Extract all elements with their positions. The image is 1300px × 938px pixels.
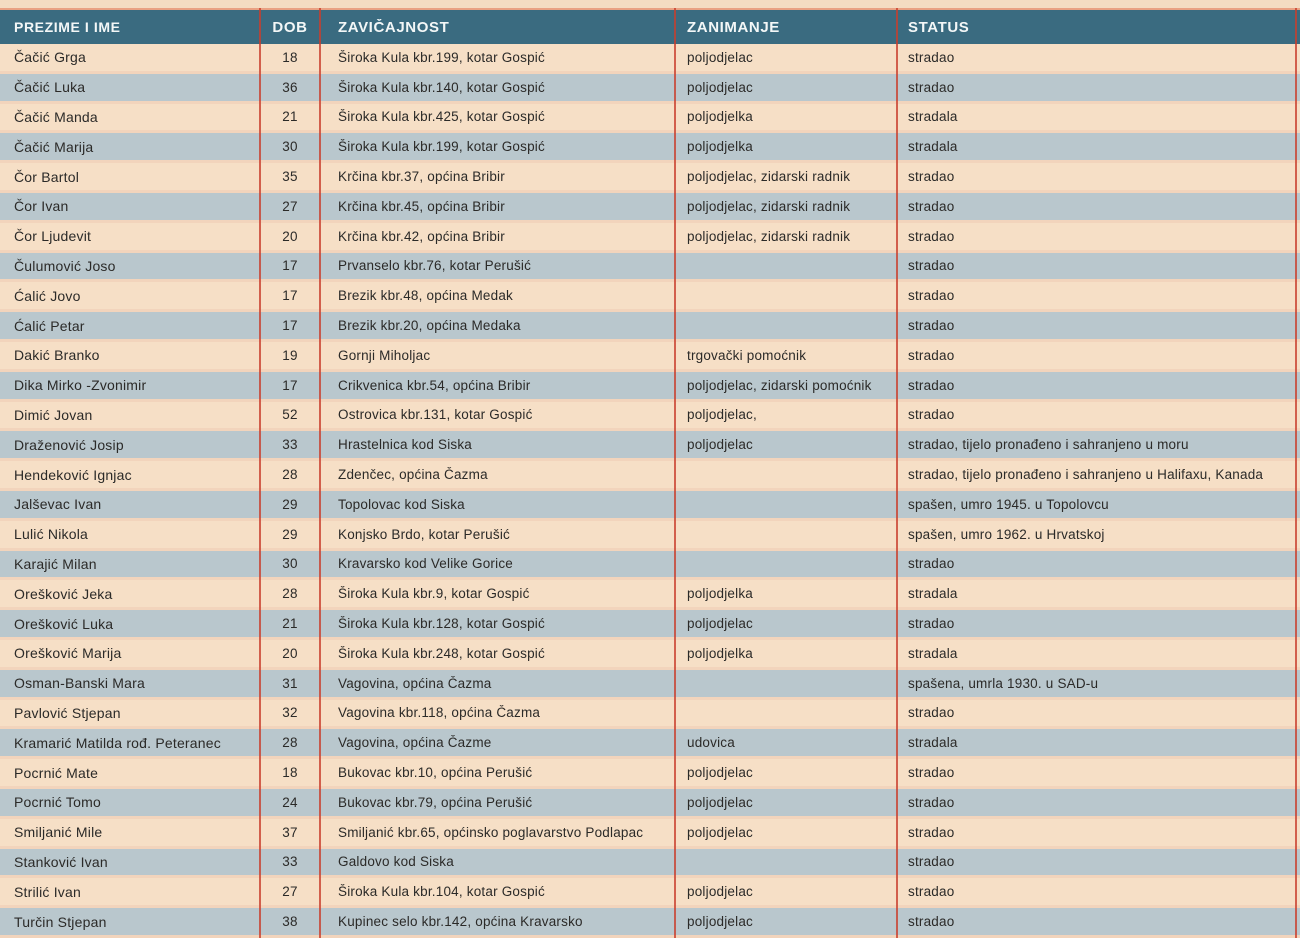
- table-row: [0, 640, 1300, 670]
- cell-age: 17: [282, 258, 298, 274]
- cell-name: Orešković Jeka: [14, 585, 113, 602]
- cell-name: Čačić Luka: [14, 79, 86, 96]
- cell-age: 28: [282, 735, 298, 751]
- table-row: [0, 819, 1300, 849]
- cell-status: stradala: [908, 109, 958, 125]
- table-row: [0, 700, 1300, 730]
- cell-origin: Bukovac kbr.10, općina Perušić: [338, 765, 533, 781]
- table-row: [0, 759, 1300, 789]
- table-row: [0, 849, 1300, 879]
- cell-origin: Vagovina kbr.118, općina Čazma: [338, 705, 541, 721]
- cell-name: Stanković Ivan: [14, 853, 108, 870]
- table-row: [0, 44, 1300, 74]
- table-row: [0, 193, 1300, 223]
- cell-status: stradao: [908, 79, 955, 95]
- cell-age: 38: [282, 914, 298, 929]
- table-row: [0, 74, 1300, 104]
- cell-status: stradao: [908, 854, 955, 870]
- table-row: [0, 461, 1300, 491]
- table-row: [0, 133, 1300, 163]
- table-body: [0, 44, 1300, 938]
- cell-name: Strilić Ivan: [14, 883, 81, 900]
- cell-status: stradao: [908, 616, 955, 632]
- cell-name: Lulić Nikola: [14, 526, 88, 543]
- column-header-name: PREZIME I IME: [14, 19, 121, 35]
- column-header-age: DOB: [272, 18, 308, 36]
- table-row: [0, 342, 1300, 372]
- cell-name: Hendeković Ignjac: [14, 466, 132, 483]
- cell-origin: Široka Kula kbr.104, kotar Gospić: [338, 884, 545, 900]
- cell-origin: Bukovac kbr.79, općina Perušić: [338, 794, 533, 810]
- table-row: [0, 670, 1300, 700]
- table-row: [0, 163, 1300, 193]
- cell-name: Čačić Grga: [14, 49, 87, 66]
- cell-age: 29: [282, 496, 298, 512]
- cell-name: Čor Ivan: [14, 198, 69, 215]
- cell-age: 17: [282, 318, 298, 334]
- cell-occupation: poljodjelac: [687, 79, 753, 95]
- cell-origin: Brezik kbr.48, općina Medak: [338, 288, 513, 304]
- cell-status: stradala: [908, 735, 958, 751]
- cell-origin: Vagovina, općina Čazme: [338, 735, 492, 751]
- cell-occupation: trgovački pomoćnik: [687, 347, 807, 363]
- cell-age: 35: [282, 169, 298, 185]
- cell-origin: Gornji Miholjac: [338, 347, 431, 363]
- cell-name: Karajić Milan: [14, 555, 97, 572]
- cell-origin: Široka Kula kbr.425, kotar Gospić: [338, 109, 545, 125]
- cell-origin: Široka Kula kbr.199, kotar Gospić: [338, 139, 545, 155]
- cell-occupation: poljodjelac: [687, 765, 753, 781]
- cell-status: spašen, umro 1962. u Hrvatskoj: [908, 526, 1105, 542]
- cell-name: Smiljanić Mile: [14, 824, 103, 841]
- cell-name: Čačić Marija: [14, 138, 94, 155]
- cell-name: Čor Ljudevit: [14, 228, 92, 245]
- cell-age: 36: [282, 79, 298, 95]
- cell-name: Turčin Stjepan: [14, 913, 107, 930]
- table-row: [0, 551, 1300, 581]
- table-row: [0, 402, 1300, 432]
- table-row: [0, 580, 1300, 610]
- cell-origin: Hrastelnica kod Siska: [338, 437, 473, 453]
- table-row: [0, 104, 1300, 134]
- cell-age: 21: [282, 109, 298, 125]
- cell-name: Osman-Banski Mara: [14, 675, 145, 692]
- cell-status: stradao: [908, 794, 955, 810]
- cell-name: Dimić Jovan: [14, 406, 93, 423]
- cell-occupation: poljodjelac: [687, 824, 753, 840]
- cell-age: 18: [282, 765, 298, 781]
- column-header-occupation: ZANIMANJE: [687, 18, 780, 36]
- cell-origin: Široka Kula kbr.199, kotar Gospić: [338, 49, 545, 65]
- cell-status: stradao: [908, 914, 955, 929]
- cell-status: stradao: [908, 347, 955, 363]
- cell-origin: Konjsko Brdo, kotar Perušić: [338, 526, 510, 542]
- cell-occupation: poljodjelac: [687, 49, 753, 65]
- cell-age: 30: [282, 556, 298, 572]
- cell-age: 32: [282, 705, 298, 721]
- cell-occupation: udovica: [687, 735, 735, 751]
- cell-status: stradao: [908, 824, 955, 840]
- cell-occupation: poljodjelac, zidarski radnik: [687, 169, 851, 185]
- cell-age: 27: [282, 884, 298, 900]
- cell-age: 24: [282, 794, 298, 810]
- cell-origin: Široka Kula kbr.248, kotar Gospić: [338, 645, 545, 661]
- cell-name: Dika Mirko -Zvonimir: [14, 377, 147, 394]
- column-header-status: STATUS: [908, 18, 970, 36]
- cell-status: stradala: [908, 139, 958, 155]
- cell-origin: Široka Kula kbr.9, kotar Gospić: [338, 586, 530, 602]
- cell-name: Čor Bartol: [14, 168, 80, 185]
- table-row: [0, 431, 1300, 461]
- table-row: [0, 878, 1300, 908]
- cell-occupation: poljodjelka: [687, 139, 753, 155]
- cell-status: stradao: [908, 198, 955, 214]
- cell-status: stradao: [908, 288, 955, 304]
- cell-status: stradao: [908, 407, 955, 423]
- cell-age: 28: [282, 467, 298, 483]
- cell-age: 21: [282, 616, 298, 632]
- cell-status: stradao: [908, 228, 955, 244]
- cell-origin: Krčina kbr.42, općina Bribir: [338, 228, 505, 244]
- table-row: [0, 729, 1300, 759]
- table-row: [0, 908, 1300, 938]
- table-row: [0, 789, 1300, 819]
- table-row: [0, 312, 1300, 342]
- cell-occupation: poljodjelac: [687, 884, 753, 900]
- cell-origin: Krčina kbr.45, općina Bribir: [338, 198, 505, 214]
- cell-name: Kramarić Matilda rođ. Peteranec: [14, 734, 221, 751]
- table-header-row: [0, 10, 1300, 44]
- table-row: [0, 282, 1300, 312]
- cell-name: Pavlović Stjepan: [14, 704, 121, 721]
- cell-status: stradala: [908, 645, 958, 661]
- table-row: [0, 491, 1300, 521]
- cell-occupation: poljodjelac: [687, 794, 753, 810]
- table-row: [0, 372, 1300, 402]
- cell-status: stradao: [908, 258, 955, 274]
- cell-occupation: poljodjelac, zidarski radnik: [687, 198, 851, 214]
- cell-age: 19: [282, 347, 298, 363]
- cell-name: Čulumović Joso: [14, 257, 116, 274]
- cell-age: 20: [282, 645, 298, 661]
- cell-status: stradao: [908, 49, 955, 65]
- cell-name: Orešković Marija: [14, 645, 122, 662]
- cell-status: stradao: [908, 556, 955, 572]
- cell-status: stradala: [908, 586, 958, 602]
- cell-origin: Vagovina, općina Čazma: [338, 675, 492, 691]
- cell-age: 31: [282, 675, 298, 691]
- cell-status: stradao: [908, 884, 955, 900]
- cell-age: 33: [282, 437, 298, 453]
- cell-name: Orešković Luka: [14, 615, 114, 632]
- cell-status: stradao: [908, 705, 955, 721]
- cell-name: Čačić Manda: [14, 108, 98, 125]
- cell-age: 33: [282, 854, 298, 870]
- table-row: [0, 521, 1300, 551]
- cell-occupation: poljodjelac, zidarski radnik: [687, 228, 851, 244]
- cell-origin: Ostrovica kbr.131, kotar Gospić: [338, 407, 533, 423]
- cell-status: stradao: [908, 377, 955, 393]
- cell-age: 28: [282, 586, 298, 602]
- table-row: [0, 610, 1300, 640]
- cell-age: 29: [282, 526, 298, 542]
- cell-age: 17: [282, 377, 298, 393]
- column-header-origin: ZAVIČAJNOST: [338, 18, 450, 36]
- table-row: [0, 253, 1300, 283]
- cell-origin: Prvanselo kbr.76, kotar Perušić: [338, 258, 532, 274]
- cell-age: 52: [282, 407, 298, 423]
- cell-status: spašena, umrla 1930. u SAD-u: [908, 675, 1099, 691]
- cell-age: 20: [282, 228, 298, 244]
- cell-origin: Krčina kbr.37, općina Bribir: [338, 169, 505, 185]
- cell-name: Ćalić Petar: [14, 317, 85, 334]
- cell-age: 37: [282, 824, 298, 840]
- cell-name: Pocrnić Mate: [14, 764, 99, 781]
- cell-occupation: poljodjelac: [687, 616, 753, 632]
- cell-status: stradao: [908, 169, 955, 185]
- cell-origin: Kupinec selo kbr.142, općina Kravarsko: [338, 914, 583, 929]
- cell-name: Pocrnić Tomo: [14, 794, 101, 811]
- cell-age: 30: [282, 139, 298, 155]
- cell-occupation: poljodjelka: [687, 586, 753, 602]
- cell-name: Dakić Branko: [14, 347, 100, 364]
- cell-occupation: poljodjelac,: [687, 407, 757, 423]
- cell-origin: Široka Kula kbr.128, kotar Gospić: [338, 616, 545, 632]
- cell-age: 18: [282, 49, 298, 65]
- cell-origin: Zdenčec, općina Čazma: [338, 467, 488, 483]
- cell-age: 27: [282, 198, 298, 214]
- cell-origin: Kravarsko kod Velike Gorice: [338, 556, 513, 572]
- cell-origin: Galdovo kod Siska: [338, 854, 454, 870]
- cell-status: stradao, tijelo pronađeno i sahranjeno u moru: [908, 437, 1189, 453]
- cell-name: Jalševac Ivan: [14, 496, 102, 513]
- cell-origin: Topolovac kod Siska: [338, 496, 465, 512]
- cell-occupation: poljodjelac, zidarski pomoćnik: [687, 377, 872, 393]
- cell-name: Draženović Josip: [14, 436, 124, 453]
- page-top-margin: [0, 0, 1300, 10]
- cell-occupation: poljodjelka: [687, 109, 753, 125]
- cell-status: stradao: [908, 318, 955, 334]
- cell-name: Ćalić Jovo: [14, 287, 81, 304]
- cell-origin: Brezik kbr.20, općina Medaka: [338, 318, 521, 334]
- cell-origin: Crikvenica kbr.54, općina Bribir: [338, 377, 531, 393]
- table-row: [0, 223, 1300, 253]
- cell-status: stradao, tijelo pronađeno i sahranjeno u Halifaxu, Kanada: [908, 467, 1264, 483]
- cell-status: stradao: [908, 765, 955, 781]
- cell-origin: Smiljanić kbr.65, općinsko poglavarstvo Podlapac: [338, 824, 644, 840]
- cell-occupation: poljodjelac: [687, 914, 753, 929]
- cell-occupation: poljodjelac: [687, 437, 753, 453]
- cell-status: spašen, umro 1945. u Topolovcu: [908, 496, 1109, 512]
- cell-age: 17: [282, 288, 298, 304]
- cell-occupation: poljodjelka: [687, 645, 753, 661]
- cell-origin: Široka Kula kbr.140, kotar Gospić: [338, 79, 545, 95]
